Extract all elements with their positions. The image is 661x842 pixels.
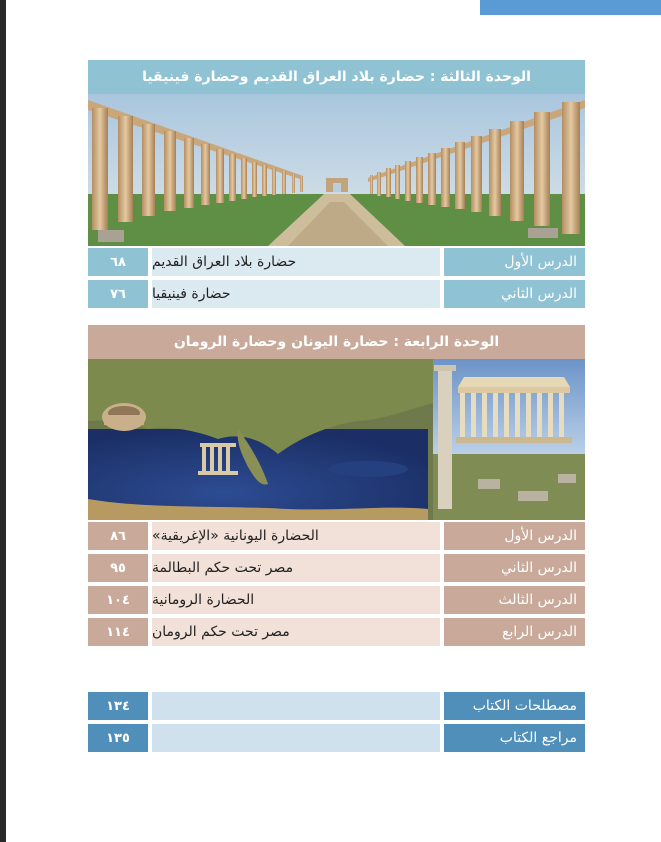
page-left-edge <box>0 0 6 842</box>
appendix-title <box>152 724 440 752</box>
unit-4-lessons <box>88 522 585 646</box>
lesson-label: الدرس الرابع <box>444 618 585 646</box>
lesson-row[interactable] <box>88 522 585 550</box>
page-number: ٦٨ <box>88 248 148 276</box>
page-number: ١١٤ <box>88 618 148 646</box>
page-number: ١٣٤ <box>88 692 148 720</box>
lesson-title: حضارة فينيقيا <box>152 280 440 308</box>
lesson-row[interactable] <box>88 618 585 646</box>
lesson-label: الدرس الثالث <box>444 586 585 614</box>
page-number: ٧٦ <box>88 280 148 308</box>
appendix-label: مصطلحات الكتاب <box>444 692 585 720</box>
lesson-row[interactable] <box>88 280 585 308</box>
appendix-row[interactable] <box>88 724 585 752</box>
top-accent-bar <box>480 0 661 15</box>
lesson-row[interactable] <box>88 554 585 582</box>
unit-4-header: الوحدة الرابعة : حضارة اليونان وحضارة الرومان <box>88 325 585 359</box>
lesson-title: مصر تحت حكم الرومان <box>152 618 440 646</box>
lesson-title: حضارة بلاد العراق القديم <box>152 248 440 276</box>
colonnade-ruins-image <box>88 94 585 246</box>
appendix-section <box>88 690 585 752</box>
appendix-row[interactable] <box>88 692 585 720</box>
page-number: ٨٦ <box>88 522 148 550</box>
lesson-title: الحضارة اليونانية «الإغريقية» <box>152 522 440 550</box>
unit-4-section <box>88 325 585 646</box>
unit-3-section <box>88 60 585 308</box>
lesson-label: الدرس الأول <box>444 522 585 550</box>
lesson-label: الدرس الأول <box>444 248 585 276</box>
unit-3-header: الوحدة الثالثة : حضارة بلاد العراق القديم وحضارة فينيقيا <box>88 60 585 94</box>
lesson-label: الدرس الثاني <box>444 280 585 308</box>
lesson-row[interactable] <box>88 248 585 276</box>
mediterranean-map-image <box>88 359 585 520</box>
page-number: ١٠٤ <box>88 586 148 614</box>
page-number: ١٣٥ <box>88 724 148 752</box>
lesson-label: الدرس الثاني <box>444 554 585 582</box>
lesson-title: الحضارة الرومانية <box>152 586 440 614</box>
appendix-title <box>152 692 440 720</box>
appendix-label: مراجع الكتاب <box>444 724 585 752</box>
appendix-rows <box>88 692 585 752</box>
unit-3-lessons <box>88 248 585 308</box>
lesson-row[interactable] <box>88 586 585 614</box>
lesson-title: مصر تحت حكم البطالمة <box>152 554 440 582</box>
page-number: ٩٥ <box>88 554 148 582</box>
